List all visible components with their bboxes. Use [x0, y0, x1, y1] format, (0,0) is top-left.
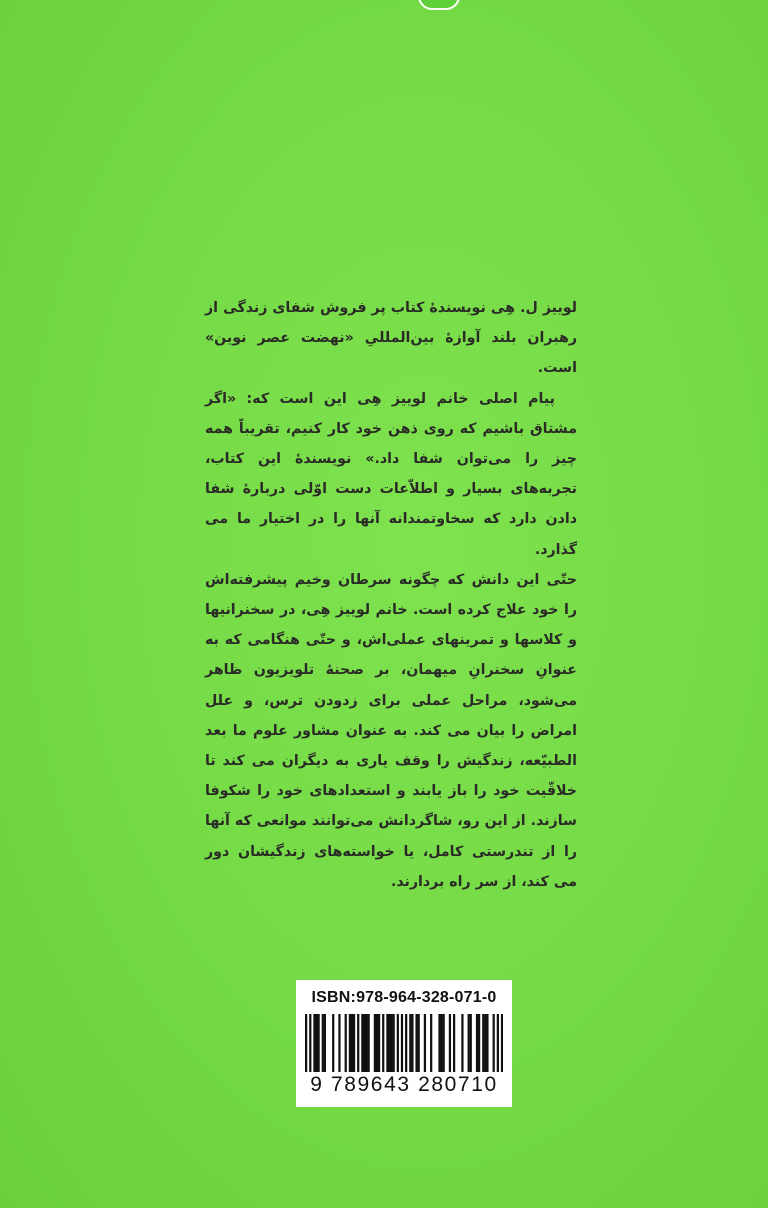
barcode-bar [482, 1014, 484, 1072]
barcode-bar [318, 1014, 320, 1072]
barcode-bar [351, 1014, 353, 1072]
barcode-bar [353, 1014, 355, 1072]
barcode-bar [313, 1014, 315, 1072]
blurb-paragraph-2: پیام اصلی خانم لوییز هِی این است که: «اگر مشتاق باشیم که روی ذهن خود کار کنیم، تقریباً همه چیز را می‌توان شفا داد.» نویسندهٔ این کتاب، تجربه‌های بسیار و اطلاّعات دست اوّلی دربارهٔ شفا دادن دارد که سخاوتمندانه آنها را در اختیار ما می گذارد. [205, 390, 577, 558]
blurb-paragraph-1: لوییز ل. هِی نویسندهٔ کتاب پر فروش شفای زندگی از رهبران بلند آوازهٔ بین‌المللیِ «نهضت عصر نوین» است. [205, 300, 577, 377]
isbn-number: ISBN:978-964-328-071-0 [311, 989, 497, 1006]
isbn-barcode-label [296, 980, 512, 1107]
barcode-bar [461, 1014, 463, 1072]
barcode-bar [305, 1014, 307, 1072]
barcode-bar [411, 1014, 413, 1072]
barcode-digits: 9 789643 280710 [310, 1073, 498, 1096]
barcode-bar [345, 1014, 347, 1072]
barcode-bar [338, 1014, 340, 1072]
barcode-icon [305, 1014, 503, 1072]
barcode-bar [361, 1014, 363, 1072]
barcode-bar [332, 1014, 334, 1072]
barcode-bar [376, 1014, 378, 1072]
barcode-bar [374, 1014, 376, 1072]
barcode-bar [365, 1014, 367, 1072]
barcode-bar [484, 1014, 486, 1072]
barcode-bar [397, 1014, 399, 1072]
barcode-bar [424, 1014, 426, 1072]
blurb-paragraph-3: حتّی این دانش که چگونه سرطان وخیم پیشرفته‌اش را خود علاج کرده است. خانم لوییز هِی، در سخنرانیها و کلاسها و تمرینهای عملی‌اش، و حتّی هنگامی که به عنوانِ سخنرانِ میهمان، بر صحنهٔ تلویزیون ظاهر می‌شود، مراحل عملی برای زدودن ترس، و علل امراض را بیان می کند. به عنوان مشاور علوم ما بعد الطبیّعه، زندگیش را وقف یاری به دیگران می کند تا خلاقّیت خود را باز یابند و استعدادهای خود را شکوفا سازند. از این رو، شاگردانش می‌توانند موانعی که آنها را از تندرستی کامل، یا خواسته‌های زندگیشان دور می کند، از سر راه بردارند. [205, 571, 577, 890]
barcode-bar [478, 1014, 480, 1072]
barcode-bar [493, 1014, 495, 1072]
barcode-bar [357, 1014, 359, 1072]
barcode-bar [449, 1014, 451, 1072]
barcode-bar [386, 1014, 388, 1072]
barcode-bar [382, 1014, 384, 1072]
barcode-bar [497, 1014, 499, 1072]
barcode-bar [418, 1014, 420, 1072]
barcode-bar [415, 1014, 417, 1072]
top-tab-shape [418, 0, 460, 10]
barcode-bar [401, 1014, 403, 1072]
barcode-bar [363, 1014, 365, 1072]
barcode-bar [309, 1014, 311, 1072]
barcode-bar [470, 1014, 472, 1072]
barcode-bar [378, 1014, 380, 1072]
blurb-text [205, 293, 577, 897]
barcode-bar [453, 1014, 455, 1072]
barcode-bar [390, 1014, 392, 1072]
barcode-bar [322, 1014, 324, 1072]
barcode-bar [438, 1014, 440, 1072]
barcode-bar [468, 1014, 470, 1072]
barcode-bar [440, 1014, 442, 1072]
barcode-bar [476, 1014, 478, 1072]
barcode-bar [388, 1014, 390, 1072]
barcode-bar [409, 1014, 411, 1072]
barcode-bar [430, 1014, 432, 1072]
barcode-bar [405, 1014, 407, 1072]
barcode-bar [501, 1014, 503, 1072]
barcode-bar [349, 1014, 351, 1072]
barcode-bar [315, 1014, 317, 1072]
barcode-bar [443, 1014, 445, 1072]
barcode-bar [486, 1014, 488, 1072]
barcode-bar [368, 1014, 370, 1072]
barcode-bar [324, 1014, 326, 1072]
barcode-bar [393, 1014, 395, 1072]
